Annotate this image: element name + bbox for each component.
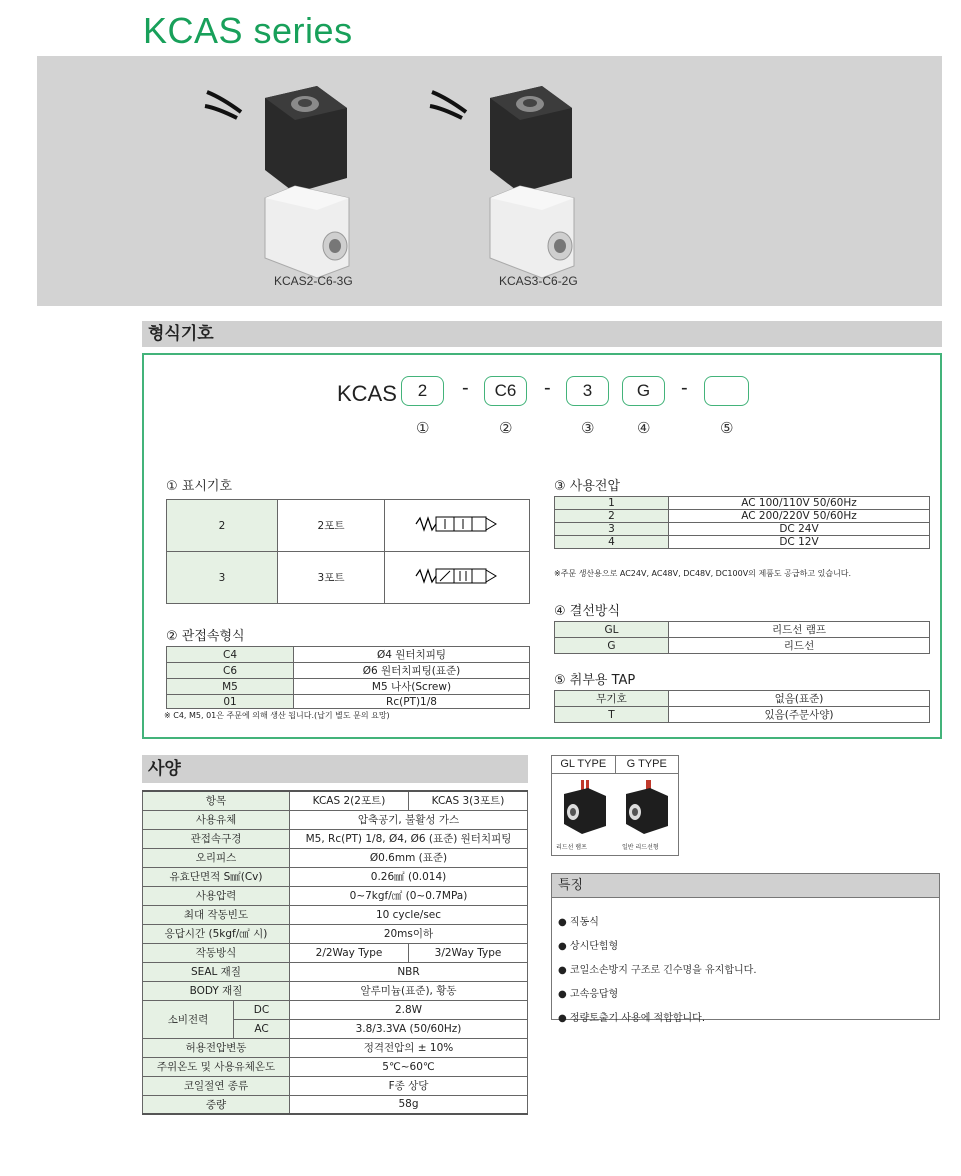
valve-image-kcas3 — [422, 78, 602, 283]
voltage-table — [554, 496, 930, 549]
cell-desc: DC 24V — [669, 523, 930, 536]
cell-desc: Ø4 원터치피팅 — [294, 647, 530, 663]
gl-coil-image — [558, 780, 610, 838]
cell-desc: Ø6 원터치피팅(표준) — [294, 663, 530, 679]
spec-value: M5, Rc(PT) 1/8, Ø4, Ø6 (표준) 원터치피팅 — [290, 829, 528, 848]
spec-value: F종 상당 — [290, 1076, 528, 1095]
table-row — [143, 1038, 528, 1057]
spec-value-kcas2: 2/2Way Type — [290, 943, 409, 962]
cell-code: C4 — [167, 647, 294, 663]
dash-1: - — [462, 377, 469, 399]
cell-code: 3 — [167, 552, 278, 604]
cell-code: G — [555, 638, 669, 654]
features-list — [552, 898, 939, 1024]
spec-label: 관접속구경 — [143, 829, 290, 848]
table-row — [143, 886, 528, 905]
cell-code: GL — [555, 622, 669, 638]
dash-3: - — [681, 377, 688, 399]
g-coil-caption: 일반 리드선형 — [622, 844, 659, 851]
number-5: ⑤ — [720, 419, 734, 437]
wiring-table — [554, 621, 930, 654]
spec-value: 10 cycle/sec — [290, 905, 528, 924]
number-4: ④ — [637, 419, 651, 437]
list-item: ● 코일소손방지 구조로 긴수명을 유지합니다. — [558, 965, 757, 976]
tap-table — [554, 690, 930, 723]
spec-value: 알루미늄(표준), 황동 — [290, 981, 528, 1000]
cell-code: T — [555, 707, 669, 723]
valve-image-kcas2 — [197, 78, 377, 283]
g-type-label: G TYPE — [626, 758, 667, 770]
display-symbol-heading: ① 표시기호 — [166, 479, 233, 494]
spec-value: 압축공기, 불활성 가스 — [290, 810, 528, 829]
table-row — [555, 510, 930, 523]
spec-label: 사용유체 — [143, 810, 290, 829]
table-row — [143, 810, 528, 829]
spec-power-type: AC — [234, 1019, 290, 1038]
number-3: ③ — [581, 419, 595, 437]
voltage-note: ※주문 생산용으로 AC24V, AC48V, DC48V, DC100V의 제품도 공급하고 있습니다. — [554, 569, 852, 578]
cell-desc: 있음(주문사양) — [669, 707, 930, 723]
table-row — [143, 905, 528, 924]
number-2: ② — [499, 419, 513, 437]
g-coil-image — [620, 780, 672, 838]
cell-code: 2 — [555, 510, 669, 523]
spec-label: SEAL 재질 — [143, 962, 290, 981]
table-row — [143, 1057, 528, 1076]
cell-desc: Rc(PT)1/8 — [294, 695, 530, 709]
model-code-panel — [142, 353, 942, 739]
spec-value: 58g — [290, 1095, 528, 1114]
number-1: ① — [416, 419, 430, 437]
spec-label: 유효단면적 S㎟(Cv) — [143, 867, 290, 886]
dash-2: - — [544, 377, 551, 399]
connection-heading: ② 관접속형식 — [166, 629, 245, 644]
cell-code: 1 — [555, 497, 669, 510]
spec-label: 응답시간 (5kgf/㎠ 시) — [143, 924, 290, 943]
product-caption-2: KCAS3-C6-2G — [499, 274, 578, 288]
spec-value: 20ms이하 — [290, 924, 528, 943]
spec-label: 사용압력 — [143, 886, 290, 905]
cell-desc: 리드선 램프 — [669, 622, 930, 638]
list-item: ● 정량토출기 사용에 적합합니다. — [558, 1013, 706, 1024]
page-title: KCAS series — [143, 10, 353, 51]
code-box-4: G — [622, 376, 665, 406]
gl-type-label: GL TYPE — [552, 756, 616, 773]
spec-value: 0.26㎟ (0.014) — [290, 867, 528, 886]
table-row — [143, 791, 528, 810]
cell-code: 4 — [555, 536, 669, 549]
spec-value: Ø0.6mm (표준) — [290, 848, 528, 867]
cell-desc: AC 200/220V 50/60Hz — [669, 510, 930, 523]
spec-label: BODY 재질 — [143, 981, 290, 1000]
product-photo-band — [37, 56, 942, 306]
cell-desc: 리드선 — [669, 638, 930, 654]
spec-header-item: 항목 — [143, 791, 290, 810]
connection-note: ※ C4, M5, 01은 주문에 의해 생산 됩니다.(납기 별도 문의 요망) — [164, 711, 390, 720]
table-row — [167, 500, 530, 552]
table-row — [167, 663, 530, 679]
table-row — [555, 638, 930, 654]
spec-label: 코일절연 종류 — [143, 1076, 290, 1095]
cell-code: 3 — [555, 523, 669, 536]
cell-label: 3포트 — [278, 552, 385, 604]
spec-value: 0~7kgf/㎠ (0~0.7MPa) — [290, 886, 528, 905]
cell-code: 무기호 — [555, 691, 669, 707]
table-row — [167, 679, 530, 695]
coil-type-panel — [551, 755, 679, 856]
spec-value: 2.8W — [290, 1000, 528, 1019]
spec-table — [142, 790, 528, 1115]
gl-coil-caption: 리드선 램프 — [556, 844, 587, 851]
cell-code: C6 — [167, 663, 294, 679]
voltage-heading: ③ 사용전압 — [554, 479, 621, 494]
list-item: ● 상시단힘형 — [558, 941, 619, 952]
table-row — [143, 1095, 528, 1114]
table-row — [143, 867, 528, 886]
spec-power-type: DC — [234, 1000, 290, 1019]
table-row — [143, 1000, 528, 1019]
code-box-2: C6 — [484, 376, 527, 406]
table-row — [143, 962, 528, 981]
spec-header-kcas2: KCAS 2(2포트) — [290, 791, 409, 810]
valve-symbol-icon — [412, 556, 502, 596]
cell-desc: DC 12V — [669, 536, 930, 549]
table-row — [143, 943, 528, 962]
model-prefix: KCAS — [337, 381, 397, 406]
features-title: 특징 — [552, 874, 939, 898]
spec-label: 허용전압변동 — [143, 1038, 290, 1057]
display-symbol-table — [166, 499, 530, 604]
valve-symbol-icon — [412, 504, 502, 544]
spec-value: NBR — [290, 962, 528, 981]
cell-code: M5 — [167, 679, 294, 695]
symbol-3port — [385, 552, 530, 604]
table-row — [555, 497, 930, 510]
spec-value: 3.8/3.3VA (50/60Hz) — [290, 1019, 528, 1038]
code-box-5 — [704, 376, 749, 406]
spec-label: 주위온도 및 사용유체온도 — [143, 1057, 290, 1076]
product-caption-1: KCAS2-C6-3G — [274, 274, 353, 288]
features-panel — [551, 873, 940, 1024]
tap-heading: ⑤ 취부용 TAP — [554, 673, 636, 688]
cell-label: 2포트 — [278, 500, 385, 552]
wiring-heading: ④ 결선방식 — [554, 604, 621, 619]
table-row — [143, 981, 528, 1000]
table-row — [555, 523, 930, 536]
section-header-model-code: 형식기호 — [142, 321, 942, 347]
spec-value: 정격전압의 ± 10% — [290, 1038, 528, 1057]
cell-code: 2 — [167, 500, 278, 552]
spec-value: 5℃~60℃ — [290, 1057, 528, 1076]
section-header-spec: 사양 — [142, 755, 528, 783]
table-row — [143, 924, 528, 943]
table-row — [555, 622, 930, 638]
spec-value-kcas3: 3/2Way Type — [409, 943, 528, 962]
cell-desc: 없음(표준) — [669, 691, 930, 707]
cell-code: 01 — [167, 695, 294, 709]
table-row — [167, 647, 530, 663]
spec-label: 오리피스 — [143, 848, 290, 867]
cell-desc: M5 나사(Screw) — [294, 679, 530, 695]
table-row — [555, 707, 930, 723]
code-box-1: 2 — [401, 376, 444, 406]
table-row — [143, 1076, 528, 1095]
connection-table — [166, 646, 530, 709]
spec-label: 작동방식 — [143, 943, 290, 962]
spec-power-label: 소비전력 — [143, 1000, 234, 1038]
coil-type-header — [552, 756, 678, 774]
table-row — [167, 695, 530, 709]
table-row — [143, 848, 528, 867]
code-box-3: 3 — [566, 376, 609, 406]
table-row — [555, 536, 930, 549]
spec-label: 중량 — [143, 1095, 290, 1114]
cell-desc: AC 100/110V 50/60Hz — [669, 497, 930, 510]
symbol-2port — [385, 500, 530, 552]
table-row — [167, 552, 530, 604]
table-row — [143, 829, 528, 848]
list-item: ● 고속응답형 — [558, 989, 619, 1000]
spec-label: 최대 작동빈도 — [143, 905, 290, 924]
table-row — [555, 691, 930, 707]
spec-header-kcas3: KCAS 3(3포트) — [409, 791, 528, 810]
list-item: ● 직동식 — [558, 917, 599, 928]
